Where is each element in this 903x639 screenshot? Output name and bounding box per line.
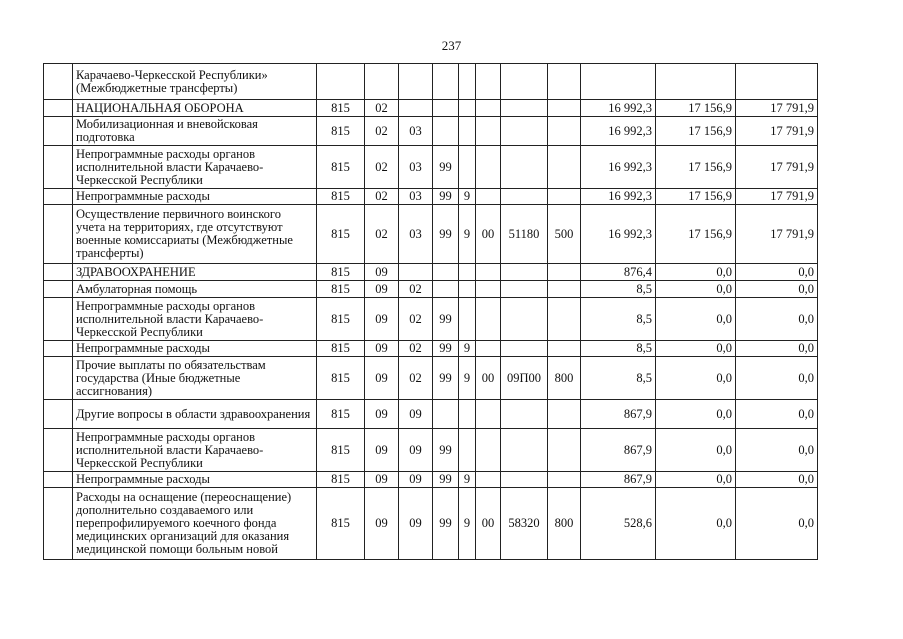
direction-code: 09П00	[501, 357, 548, 400]
direction-code	[501, 146, 548, 189]
amount-year-1: 876,4	[581, 264, 656, 281]
ministry-code: 815	[317, 281, 365, 298]
index-cell	[44, 400, 73, 429]
subprogram-code	[459, 429, 476, 472]
amount-year-2: 0,0	[656, 488, 736, 560]
direction-code	[501, 100, 548, 117]
amount-year-1: 8,5	[581, 298, 656, 341]
section-code: 09	[365, 472, 399, 488]
direction-code	[501, 341, 548, 357]
amount-year-1: 16 992,3	[581, 100, 656, 117]
main-event-code	[476, 117, 501, 146]
section-code: 09	[365, 298, 399, 341]
index-cell	[44, 100, 73, 117]
main-event-code	[476, 341, 501, 357]
ministry-code: 815	[317, 146, 365, 189]
ministry-code: 815	[317, 189, 365, 205]
direction-code	[501, 189, 548, 205]
section-code: 02	[365, 205, 399, 264]
program-code	[433, 281, 459, 298]
subprogram-code: 9	[459, 205, 476, 264]
amount-year-2: 17 156,9	[656, 117, 736, 146]
direction-code: 58320	[501, 488, 548, 560]
row-name: Непрограммные расходы органов исполнительной власти Карачаево-Черкесской Республики	[73, 298, 317, 341]
table-row	[44, 341, 818, 357]
amount-year-2: 0,0	[656, 400, 736, 429]
amount-year-3: 0,0	[736, 281, 818, 298]
direction-code	[501, 472, 548, 488]
subprogram-code	[459, 281, 476, 298]
amount-year-3: 0,0	[736, 341, 818, 357]
program-code	[433, 400, 459, 429]
main-event-code	[476, 146, 501, 189]
subsection-code: 09	[399, 429, 433, 472]
subsection-code: 03	[399, 205, 433, 264]
index-cell	[44, 488, 73, 560]
row-name: Непрограммные расходы органов исполнительной власти Карачаево-Черкесской Республики	[73, 146, 317, 189]
amount-year-2: 17 156,9	[656, 100, 736, 117]
amount-year-2: 0,0	[656, 281, 736, 298]
ministry-code: 815	[317, 264, 365, 281]
subsection-code	[399, 100, 433, 117]
expense-type-code: 800	[548, 357, 581, 400]
subprogram-code: 9	[459, 189, 476, 205]
ministry-code: 815	[317, 205, 365, 264]
main-event-code	[476, 400, 501, 429]
program-code: 99	[433, 357, 459, 400]
row-name: Расходы на оснащение (переоснащение) дополнительно создаваемого или перепрофилируемого коечного фонда медицинских организаций для оказания медицинской помощи больным новой	[73, 488, 317, 560]
subsection-code: 02	[399, 357, 433, 400]
row-name: Непрограммные расходы	[73, 189, 317, 205]
amount-year-1: 8,5	[581, 341, 656, 357]
index-cell	[44, 281, 73, 298]
table-row	[44, 488, 818, 560]
row-name: Осуществление первичного воинского учета на территориях, где отсутствуют военные комиссариаты (Межбюджетные трансферты)	[73, 205, 317, 264]
program-code: 99	[433, 298, 459, 341]
program-code: 99	[433, 488, 459, 560]
index-cell	[44, 472, 73, 488]
row-name: Другие вопросы в области здравоохранения	[73, 400, 317, 429]
index-cell	[44, 264, 73, 281]
row-name: Мобилизационная и вневойсковая подготовка	[73, 117, 317, 146]
direction-code	[501, 298, 548, 341]
budget-table	[43, 63, 818, 560]
subsection-code: 02	[399, 298, 433, 341]
subprogram-code	[459, 264, 476, 281]
subsection-code: 09	[399, 400, 433, 429]
section-code: 09	[365, 341, 399, 357]
subprogram-code	[459, 117, 476, 146]
row-name: Прочие выплаты по обязательствам государства (Иные бюджетные ассигнования)	[73, 357, 317, 400]
amount-year-3: 0,0	[736, 472, 818, 488]
amount-year-2: 0,0	[656, 357, 736, 400]
index-cell	[44, 205, 73, 264]
subsection-code: 03	[399, 146, 433, 189]
direction-code	[501, 117, 548, 146]
row-name: НАЦИОНАЛЬНАЯ ОБОРОНА	[73, 100, 317, 117]
amount-year-3: 0,0	[736, 429, 818, 472]
main-event-code: 00	[476, 488, 501, 560]
program-code	[433, 117, 459, 146]
amount-year-1: 528,6	[581, 488, 656, 560]
expense-type-code	[548, 429, 581, 472]
direction-code	[501, 429, 548, 472]
index-cell	[44, 357, 73, 400]
table-row	[44, 400, 818, 429]
subprogram-code: 9	[459, 472, 476, 488]
subprogram-code: 9	[459, 488, 476, 560]
section-code	[365, 64, 399, 100]
subprogram-code	[459, 64, 476, 100]
expense-type-code	[548, 298, 581, 341]
amount-year-1: 8,5	[581, 357, 656, 400]
amount-year-1: 8,5	[581, 281, 656, 298]
main-event-code	[476, 472, 501, 488]
expense-type-code	[548, 100, 581, 117]
index-cell	[44, 64, 73, 100]
main-event-code	[476, 298, 501, 341]
program-code	[433, 64, 459, 100]
expense-type-code	[548, 400, 581, 429]
subsection-code	[399, 64, 433, 100]
row-name: Непрограммные расходы	[73, 341, 317, 357]
program-code	[433, 264, 459, 281]
row-name: Амбулаторная помощь	[73, 281, 317, 298]
row-name: Непрограммные расходы	[73, 472, 317, 488]
table-row	[44, 357, 818, 400]
amount-year-3: 0,0	[736, 357, 818, 400]
table-row	[44, 298, 818, 341]
subsection-code: 03	[399, 189, 433, 205]
amount-year-1: 16 992,3	[581, 189, 656, 205]
subsection-code: 09	[399, 488, 433, 560]
expense-type-code	[548, 472, 581, 488]
amount-year-1: 16 992,3	[581, 117, 656, 146]
expense-type-code	[548, 117, 581, 146]
program-code: 99	[433, 472, 459, 488]
section-code: 02	[365, 189, 399, 205]
ministry-code: 815	[317, 357, 365, 400]
amount-year-1: 867,9	[581, 429, 656, 472]
amount-year-3: 17 791,9	[736, 205, 818, 264]
expense-type-code: 500	[548, 205, 581, 264]
main-event-code	[476, 100, 501, 117]
ministry-code: 815	[317, 341, 365, 357]
amount-year-2: 0,0	[656, 341, 736, 357]
table-row	[44, 189, 818, 205]
subprogram-code	[459, 298, 476, 341]
expense-type-code	[548, 264, 581, 281]
direction-code	[501, 64, 548, 100]
subprogram-code	[459, 146, 476, 189]
expense-type-code	[548, 281, 581, 298]
ministry-code: 815	[317, 117, 365, 146]
main-event-code	[476, 64, 501, 100]
ministry-code: 815	[317, 488, 365, 560]
subsection-code: 09	[399, 472, 433, 488]
amount-year-2	[656, 64, 736, 100]
expense-type-code: 800	[548, 488, 581, 560]
direction-code	[501, 264, 548, 281]
amount-year-3: 17 791,9	[736, 189, 818, 205]
index-cell	[44, 189, 73, 205]
section-code: 02	[365, 100, 399, 117]
amount-year-2: 0,0	[656, 298, 736, 341]
main-event-code	[476, 264, 501, 281]
subprogram-code: 9	[459, 341, 476, 357]
page-number: 237	[441, 38, 462, 53]
subsection-code: 02	[399, 341, 433, 357]
ministry-code: 815	[317, 429, 365, 472]
main-event-code: 00	[476, 357, 501, 400]
section-code: 09	[365, 400, 399, 429]
amount-year-3: 0,0	[736, 488, 818, 560]
expense-type-code	[548, 64, 581, 100]
program-code: 99	[433, 341, 459, 357]
ministry-code: 815	[317, 400, 365, 429]
table-row	[44, 429, 818, 472]
amount-year-3: 17 791,9	[736, 100, 818, 117]
section-code: 09	[365, 357, 399, 400]
direction-code	[501, 281, 548, 298]
amount-year-3: 0,0	[736, 400, 818, 429]
amount-year-1: 16 992,3	[581, 205, 656, 264]
expense-type-code	[548, 189, 581, 205]
section-code: 02	[365, 117, 399, 146]
main-event-code	[476, 189, 501, 205]
section-code: 02	[365, 146, 399, 189]
amount-year-2: 0,0	[656, 472, 736, 488]
direction-code	[501, 400, 548, 429]
table-row	[44, 117, 818, 146]
row-name: ЗДРАВООХРАНЕНИЕ	[73, 264, 317, 281]
table-row	[44, 64, 818, 100]
amount-year-2: 17 156,9	[656, 146, 736, 189]
main-event-code: 00	[476, 205, 501, 264]
amount-year-1: 16 992,3	[581, 146, 656, 189]
amount-year-2: 0,0	[656, 429, 736, 472]
section-code: 09	[365, 264, 399, 281]
subprogram-code	[459, 100, 476, 117]
subprogram-code: 9	[459, 357, 476, 400]
row-name: Карачаево-Черкесской Республики» (Межбюджетные трансферты)	[73, 64, 317, 100]
ministry-code: 815	[317, 100, 365, 117]
program-code: 99	[433, 429, 459, 472]
ministry-code: 815	[317, 472, 365, 488]
amount-year-3: 17 791,9	[736, 117, 818, 146]
table-row	[44, 100, 818, 117]
amount-year-1	[581, 64, 656, 100]
index-cell	[44, 117, 73, 146]
direction-code: 51180	[501, 205, 548, 264]
section-code: 09	[365, 281, 399, 298]
subsection-code: 03	[399, 117, 433, 146]
table-row	[44, 472, 818, 488]
amount-year-1: 867,9	[581, 400, 656, 429]
section-code: 09	[365, 429, 399, 472]
expense-type-code	[548, 146, 581, 189]
main-event-code	[476, 429, 501, 472]
amount-year-3: 17 791,9	[736, 146, 818, 189]
amount-year-3: 0,0	[736, 264, 818, 281]
subprogram-code	[459, 400, 476, 429]
amount-year-1: 867,9	[581, 472, 656, 488]
section-code: 09	[365, 488, 399, 560]
subsection-code	[399, 264, 433, 281]
amount-year-3	[736, 64, 818, 100]
amount-year-2: 17 156,9	[656, 205, 736, 264]
table-row	[44, 281, 818, 298]
program-code	[433, 100, 459, 117]
ministry-code	[317, 64, 365, 100]
amount-year-2: 17 156,9	[656, 189, 736, 205]
main-event-code	[476, 281, 501, 298]
amount-year-2: 0,0	[656, 264, 736, 281]
table-row	[44, 205, 818, 264]
amount-year-3: 0,0	[736, 298, 818, 341]
table-row	[44, 146, 818, 189]
index-cell	[44, 341, 73, 357]
index-cell	[44, 146, 73, 189]
program-code: 99	[433, 205, 459, 264]
program-code: 99	[433, 189, 459, 205]
table-row	[44, 264, 818, 281]
index-cell	[44, 298, 73, 341]
expense-type-code	[548, 341, 581, 357]
row-name: Непрограммные расходы органов исполнительной власти Карачаево-Черкесской Республики	[73, 429, 317, 472]
program-code: 99	[433, 146, 459, 189]
subsection-code: 02	[399, 281, 433, 298]
index-cell	[44, 429, 73, 472]
ministry-code: 815	[317, 298, 365, 341]
